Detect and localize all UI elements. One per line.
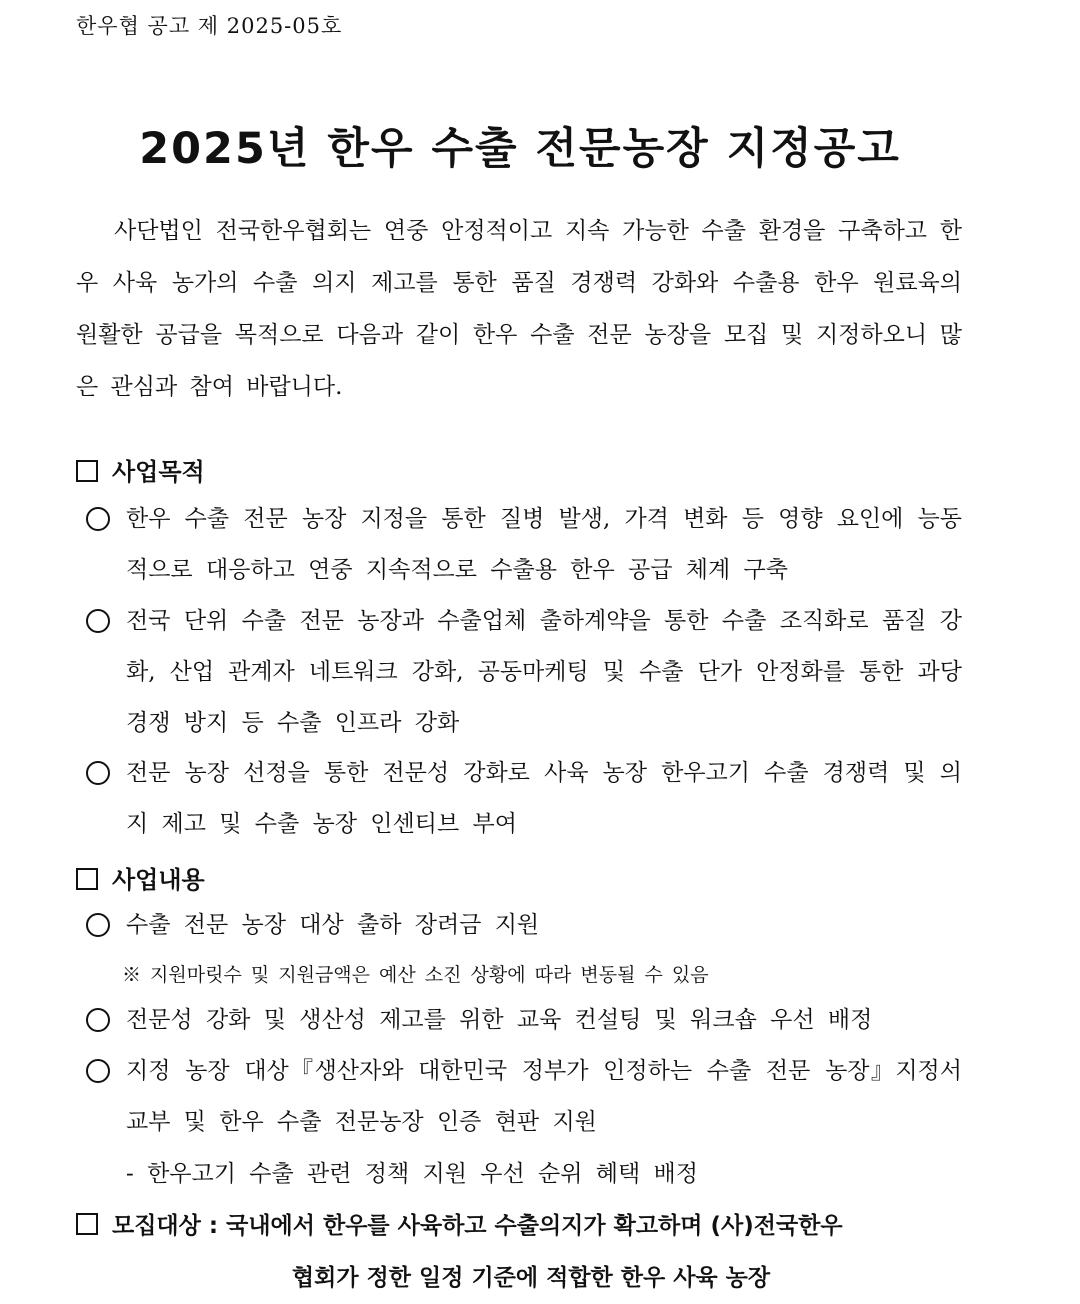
- content-item-2-text: 전문성 강화 및 생산성 제고를 위한 교육 컨설팅 및 워크숍 우선 배정: [126, 1007, 873, 1033]
- circle-bullet-icon: [86, 507, 110, 531]
- circle-bullet-icon: [86, 1059, 110, 1083]
- circle-bullet-icon: [86, 761, 110, 785]
- section-content-heading: [76, 860, 205, 895]
- content-item-1-text: 수출 전문 농장 대상 출하 장려금 지원: [126, 912, 540, 938]
- section-purpose-heading: [76, 452, 205, 487]
- circle-bullet-icon: [86, 609, 110, 633]
- intro-paragraph: 사단법인 전국한우협회는 연중 안정적이고 지속 가능한 수출 환경을 구축하고 한우 사육 농가의 수출 의지 제고를 통한 품질 경쟁력 강화와 수출용 한우 원료육의 원활한 공급을 목적으로 다음과 같이 한우 수출 전문 농장을 모집 및 지정하오니 많은 관심과 참여 바랍니다.: [76, 218, 962, 400]
- document-number: 한우협 공고 제 2025-05호: [76, 14, 343, 38]
- section-purpose-label: 사업목적: [112, 458, 205, 486]
- circle-bullet-icon: [86, 913, 110, 937]
- checkbox-square-icon: [76, 1213, 98, 1235]
- purpose-item-1: [86, 494, 962, 596]
- content-sub-item: - 한우고기 수출 관련 정책 지원 우선 순위 혜택 배정: [126, 1161, 698, 1187]
- purpose-item-3-text: 전문 농장 선정을 통한 전문성 강화로 사육 농장 한우고기 수출 경쟁력 및 의지 제고 및 수출 농장 인센티브 부여: [126, 760, 962, 837]
- checkbox-square-icon: [76, 868, 98, 890]
- recruit-line-2: 협회가 정한 일정 기준에 적합한 한우 사육 농장: [291, 1265, 771, 1291]
- content-note: ※ 지원마릿수 및 지원금액은 예산 소진 상황에 따라 변동될 수 있음: [122, 964, 709, 986]
- content-item-3: [86, 1046, 962, 1148]
- page-title: 2025년 한우 수출 전문농장 지정공고: [139, 124, 901, 174]
- purpose-item-3: [86, 748, 962, 850]
- section-content-label: 사업내용: [112, 866, 205, 894]
- checkbox-square-icon: [76, 460, 98, 482]
- content-item-1: [86, 900, 962, 951]
- content-item-2: [86, 995, 962, 1046]
- purpose-item-1-text: 한우 수출 전문 농장 지정을 통한 질병 발생, 가격 변화 등 영향 요인에 능동적으로 대응하고 연중 지속적으로 수출용 한우 공급 체계 구축: [126, 506, 962, 583]
- section-recruit: [76, 1200, 966, 1304]
- circle-bullet-icon: [86, 1008, 110, 1032]
- purpose-item-2-text: 전국 단위 수출 전문 농장과 수출업체 출하계약을 통한 수출 조직화로 품질 강화, 산업 관계자 네트워크 강화, 공동마케팅 및 수출 단가 안정화를 통한 과당경쟁 방지 등 수출 인프라 강화: [126, 608, 962, 736]
- content-item-3-text: 지정 농장 대상『생산자와 대한민국 정부가 인정하는 수출 전문 농장』지정서 교부 및 한우 수출 전문농장 인증 현판 지원: [126, 1058, 962, 1135]
- purpose-item-2: [86, 596, 962, 749]
- recruit-line-1: : 국내에서 한우를 사육하고 수출의지가 확고하며 (사)전국한우: [208, 1213, 843, 1239]
- section-recruit-label: 모집대상: [112, 1213, 201, 1239]
